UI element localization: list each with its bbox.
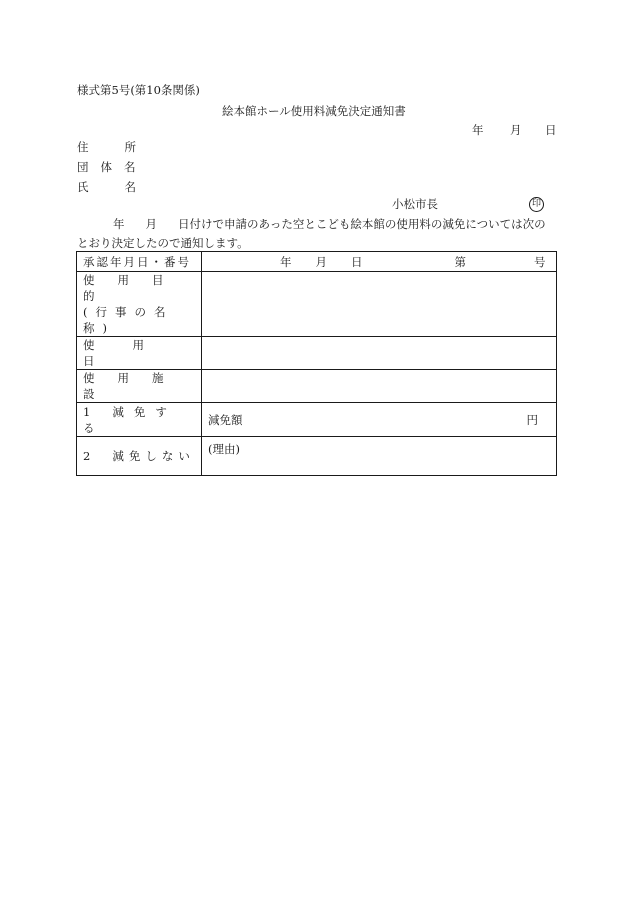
notice-table: [76, 251, 557, 476]
table-row: [77, 252, 557, 272]
table-row: [77, 403, 557, 437]
seal-mark: [529, 197, 544, 212]
facility-label-text: 使用施設: [83, 371, 187, 401]
approval-label-text: 承認年月日・番号: [83, 254, 191, 269]
exempt-amount-label: 減免額: [208, 412, 243, 427]
table-row: [77, 437, 557, 476]
exempt-label: [77, 403, 202, 437]
table-row: [77, 370, 557, 403]
person-name-label: 氏名: [77, 180, 172, 194]
body-year: 年: [113, 217, 125, 231]
noexempt-number: 2: [83, 449, 91, 463]
form-number: 様式第5号(第10条関係): [77, 83, 200, 97]
seal-icon: 印: [529, 197, 544, 212]
purpose-value: [202, 272, 557, 337]
exempt-label-text: 減免する: [83, 404, 177, 435]
approval-dai: 第: [454, 254, 466, 269]
document-title: 絵本館ホール使用料減免決定通知書: [222, 104, 406, 118]
purpose-label-line2: (行事の名称): [83, 305, 174, 335]
approval-year: 年: [280, 254, 292, 269]
purpose-label: [77, 272, 202, 337]
exempt-unit: 円: [526, 412, 538, 427]
use-date-label: [77, 337, 202, 370]
approval-go: 号: [534, 254, 546, 269]
group-name-label: 団体名: [77, 160, 148, 174]
address-label: 住所: [77, 140, 172, 154]
approval-value: [202, 252, 557, 272]
body-month: 月: [145, 217, 157, 231]
exempt-number: 1: [83, 404, 91, 419]
noexempt-label-text: 減免しない: [112, 449, 195, 463]
noexempt-label: [77, 437, 202, 476]
approval-month: 月: [315, 254, 327, 269]
date-day: 日: [545, 123, 557, 137]
table-row: [77, 337, 557, 370]
use-date-label-text: 使用日: [83, 338, 182, 368]
approval-label: [77, 252, 202, 272]
table-row: [77, 272, 557, 337]
facility-value: [202, 370, 557, 403]
exempt-value: [202, 403, 557, 437]
body-rest: 日付けで申請のあった空とこども絵本館の使用料の減免については次のとおり決定したので通知します。: [77, 217, 546, 250]
date-year: 年: [472, 123, 484, 137]
reason-label: (理由): [208, 442, 240, 456]
purpose-label-line1: 使用目的: [83, 273, 187, 303]
approval-day: 日: [351, 254, 363, 269]
noexempt-value: [202, 437, 557, 476]
body-text: [77, 215, 557, 253]
use-date-value: [202, 337, 557, 370]
issuer-name: 小松市長: [392, 197, 438, 211]
facility-label: [77, 370, 202, 403]
date-month: 月: [510, 123, 522, 137]
